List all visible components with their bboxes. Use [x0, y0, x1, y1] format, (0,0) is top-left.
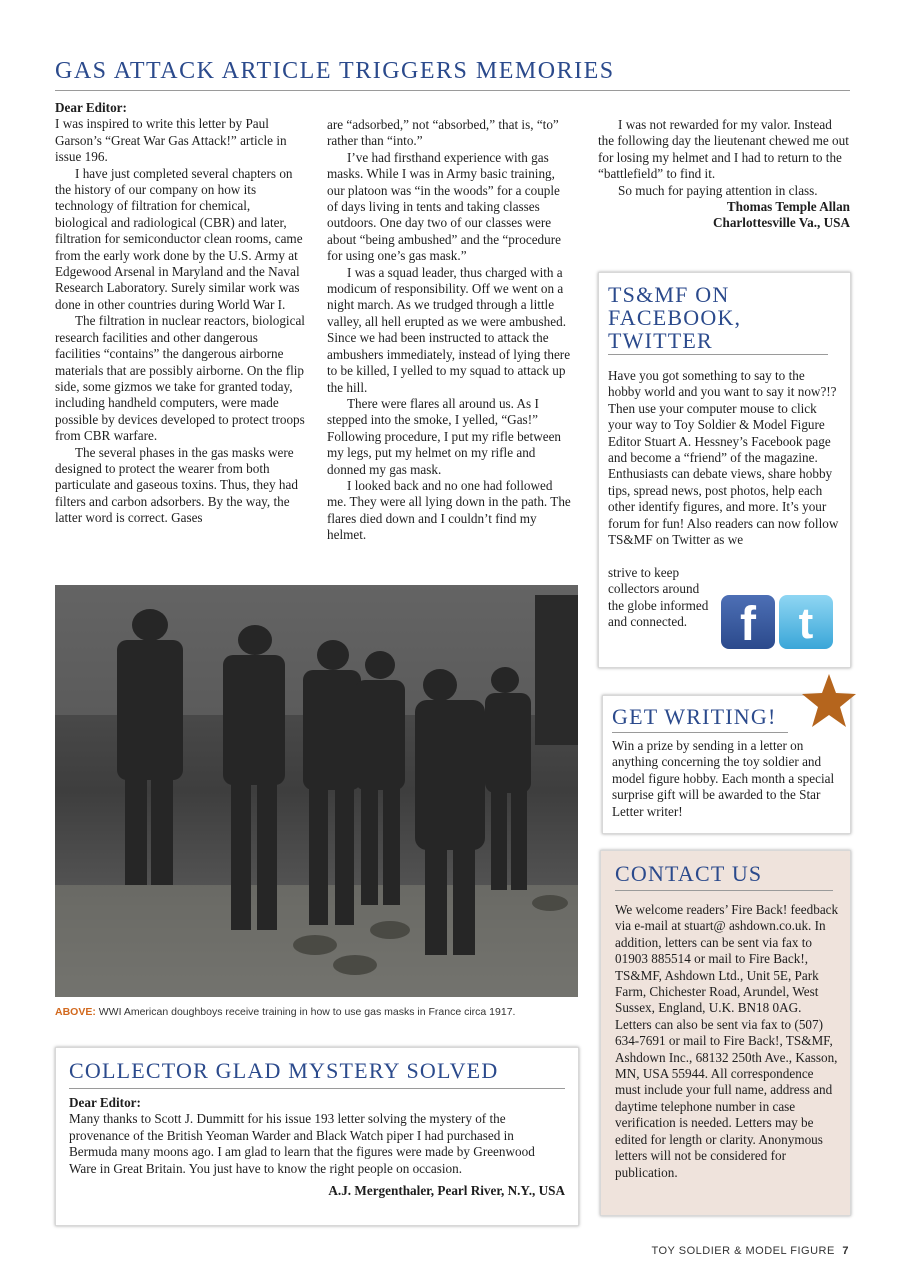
letter2-salutation: Dear Editor: — [69, 1095, 141, 1110]
contact-us-text: We welcome readers’ Fire Back! feedback via e-mail at stuart@ ashdown.co.uk. In addition, letters can be sent via fax to 01903 885514 or mail to Fire Back!, TS&MF, Ashdown Ltd., Unit 5E, Park Farm, Chichester Road, Arundel, West Sussex, England, U.K. BN18 0AG. Letters can also be sent via fax to (507) 634-7691 or mail to Fire Back!, TS&MF, Ashdown Inc., 68132 250th Ave., Kasson, MN, USA 55944. All correspondence must include your full name, address and daytime telephone number in case verification is needed. Letters may be edited for length or clarity. Anonymous letters will not be considered for publication. — [615, 902, 839, 1180]
letter1-signature-name: Thomas Temple Allan — [726, 199, 850, 215]
letter1-paragraph: The filtration in nuclear reactors, biological research facilities and other dangerous facilities “contains” the dangerous airborne materials that are possibly airborne. On the flip side, some gizmos we take for granted today, including handheld computers, were made possible by devices developed to protect troops from CBR warfare. — [55, 313, 305, 444]
letter1-paragraph: I was inspired to write this letter by Paul Garson’s “Great War Gas Attack!” article in issue 196. — [55, 116, 287, 165]
letter1-paragraph: I was a squad leader, thus charged with a modicum of responsibility. Off we went on a night march. As we trudged through a little valley, all hell erupted as we were ambushed. Since we had been instructed to attack the ambushers immediately, instead of lying there to be killed, I yelled to my squad to attack up the hill. — [327, 264, 571, 395]
gas-mask-training-photo — [55, 585, 578, 997]
letter1-paragraph: I have just completed several chapters on the history of our company on how its technology of filtration for chemical, biological and radiological (CBR) and later, filtration for semiconductor clean rooms, came from the early work done by the U.S. Army at Edgewood Arsenal in Maryland and the Naval Research Laboratory. Surely similar work was done in other countries during World War I. — [55, 165, 303, 312]
get-writing-rule — [612, 732, 788, 733]
get-writing-title: GET WRITING! — [612, 704, 777, 729]
letter2-paragraph: Many thanks to Scott J. Dummitt for his issue 193 letter solving the mystery of the provenance of the British Yeoman Warder and Black Watch piper I had purchased in Bermuda many moons ago. I am glad to learn that the figures were made by Greenwood Ware in Great Britain. You just have to know the right people on occasion. — [69, 1111, 535, 1176]
letter1-paragraph: are “adsorbed,” not “absorbed,” that is, “to” rather than “into.” — [327, 117, 559, 149]
social-box-text-narrow: strive to keep collectors around the globe informed and connected. — [608, 565, 709, 630]
footer-publication: TOY SOLDIER & MODEL FIGURE — [651, 1245, 835, 1257]
facebook-icon[interactable] — [721, 595, 775, 649]
title-rule — [55, 90, 850, 91]
get-writing-text: Win a prize by sending in a letter on anything concerning the toy soldier and model figure hobby. Each month a special surprise gift will be awarded to the Star Letter writer! — [612, 738, 835, 819]
letter1-signature-place: Charlottesville Va., USA — [712, 215, 850, 231]
letter1-paragraph: I looked back and no one had followed me. They were all lying down in the path. The flares died down and I couldn’t find my helmet. — [327, 477, 571, 543]
collector-letter-body — [69, 1095, 565, 1199]
letter1-column-3 — [598, 117, 850, 232]
twitter-icon[interactable] — [779, 595, 833, 649]
letter1-column-1 — [55, 100, 305, 527]
contact-us-rule — [615, 890, 833, 891]
photo-caption-lead: ABOVE: — [55, 1006, 96, 1018]
footer-page-number: 7 — [842, 1245, 849, 1257]
social-box-title: TS&MF ON FACEBOOK, TWITTER — [608, 282, 742, 353]
collector-letter-box — [55, 1047, 579, 1226]
social-box-text: Have you got something to say to the hobby world and you want to say it now?!? Then use your computer mouse to click your way to Toy Soldier & Model Figure Editor Stuart A. Hessney’s Facebook page and become a “friend” of the magazine. Enthusiasts can debate views, share hobby tips, spread news, post photos, help each other identify figures, and more. It’s your forum for fun! Also readers can now follow TS&MF on Twitter as we — [608, 368, 839, 548]
twitter-glyph: t — [798, 599, 814, 648]
letter1-column-2 — [327, 117, 574, 544]
letter1-paragraph: There were flares all around us. As I stepped into the smoke, I yelled, “Gas!” Following procedure, I put my rifle between my legs, put my helmet on my rifle and donned my gas mask. — [327, 395, 562, 477]
collector-letter-title: COLLECTOR GLAD MYSTERY SOLVED — [69, 1058, 499, 1083]
contact-us-box — [600, 850, 851, 1216]
social-box-rule — [608, 354, 828, 355]
letter1-salutation: Dear Editor: — [55, 100, 127, 115]
photo-caption-text: WWI American doughboys receive training in how to use gas masks in France circa 1917. — [98, 1006, 516, 1018]
letter1-paragraph: I’ve had firsthand experience with gas masks. While I was in Army basic training, our platoon was “in the woods” for a couple of days living in tents and taking classes outdoors. One day two of our classes were about “being ambushed” and the “procedure for using one’s gas mask.” — [327, 149, 561, 264]
letter1-paragraph: I was not rewarded for my valor. Instead the following day the lieutenant chewed me out for losing my helmet and I had to return to the “battlefield” to find it. — [598, 117, 849, 182]
collector-letter-rule — [69, 1088, 565, 1089]
facebook-glyph: f — [740, 598, 756, 651]
photo-caption — [55, 1006, 578, 1018]
page-title: GAS ATTACK ARTICLE TRIGGERS MEMORIES — [55, 58, 615, 84]
star-icon — [800, 672, 858, 730]
letter1-paragraph: The several phases in the gas masks were designed to protect the wearer from both particulate and gaseous toxins. Thus, they had filters and carbon adsorbers. By the way, the latter word is correct. Gases — [55, 444, 298, 526]
letter1-paragraph: So much for paying attention in class. — [618, 182, 818, 198]
contact-us-title: CONTACT US — [615, 861, 763, 886]
photo-illustration — [55, 585, 578, 997]
letter2-signature: A.J. Mergenthaler, Pearl River, N.Y., USA — [328, 1183, 565, 1199]
social-media-box — [598, 272, 851, 668]
page-footer — [651, 1245, 849, 1257]
